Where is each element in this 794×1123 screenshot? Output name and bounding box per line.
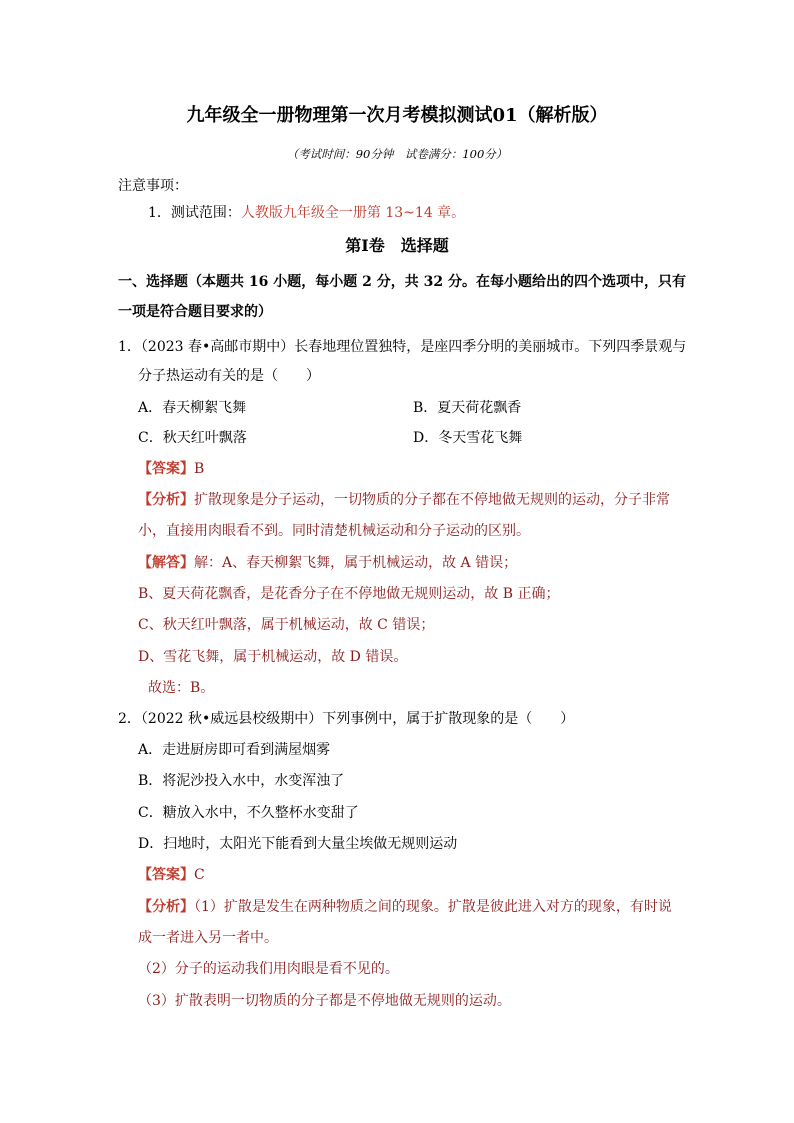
q2-option-c: C．糖放入水中，不久整杯水变甜了	[138, 805, 359, 821]
q2-analysis-text-1: （1）扩散是发生在两种物质之间的现象。扩散是彼此进入对方的现象，有时说	[194, 899, 672, 915]
q1-option-d: D．冬天雪花飞舞	[413, 430, 523, 446]
section-instruction-line-2: 一项是符合题目要求的）	[118, 304, 272, 320]
q2-answer-value: C	[194, 867, 205, 883]
q2-analysis-line-4: （3）扩散表明一切物质的分子都是不停地做无规则的运动。	[138, 993, 511, 1009]
q2-stem: 2．（2022 秋•威远县校级期中）下列事例中，属于扩散现象的是（ ）	[118, 711, 575, 727]
notice-heading: 注意事项：	[118, 178, 188, 194]
q1-analysis-line-2: 小，直接用肉眼看不到。同时清楚机械运动和分子运动的区别。	[138, 523, 530, 539]
q2-analysis-line-2: 成一者进入另一者中。	[138, 930, 278, 946]
document-title: 九年级全一册物理第一次月考模拟测试01（解析版）	[186, 105, 608, 126]
q1-answer-value: B	[194, 461, 205, 477]
q1-analysis-tag: 【分析】	[138, 492, 194, 508]
q1-stem-line-2: 分子热运动有关的是（ ）	[138, 368, 320, 384]
q2-answer-tag: 【答案】	[138, 867, 194, 883]
q1-stem-line-1: 1．（2023 春•高邮市期中）长春地理位置独特，是座四季分明的美丽城市。下列四季景观与	[118, 339, 687, 355]
q1-answer-tag: 【答案】	[138, 461, 194, 477]
section-title: 第Ⅰ卷 选择题	[345, 236, 449, 255]
notice-item-1-prefix: 1．测试范围：	[148, 205, 241, 221]
section-instruction-line-1: 一、选择题（本题共 16 小题，每小题 2 分，共 32 分。在每小题给出的四个选项中，只有	[118, 274, 686, 290]
q1-analysis-line-1	[138, 490, 670, 510]
q1-option-c: C．秋天红叶飘落	[138, 430, 247, 446]
q2-analysis-tag: 【分析】	[138, 899, 194, 915]
q1-solution-text-1: 解：A、春天柳絮飞舞，属于机械运动，故 A 错误；	[194, 555, 518, 571]
exam-info: （考试时间：90分钟 试卷满分：100分）	[286, 147, 508, 161]
q2-answer	[138, 865, 205, 885]
q1-conclusion: 故选：B。	[148, 680, 215, 696]
q1-solution-line-2: B、夏天荷花飘香，是花香分子在不停地做无规则运动，故 B 正确；	[138, 586, 560, 602]
q2-analysis-line-3: （2）分子的运动我们用肉眼是看不见的。	[138, 961, 399, 977]
q1-option-b: B．夏天荷花飘香	[413, 400, 522, 416]
q2-option-d: D．扫地时，太阳光下能看到大量尘埃做无规则运动	[138, 836, 458, 852]
q1-solution-tag: 【解答】	[138, 555, 194, 571]
q1-analysis-text-1: 扩散现象是分子运动，一切物质的分子都在不停地做无规则的运动，分子非常	[194, 492, 670, 508]
q2-option-b: B．将泥沙投入水中，水变浑浊了	[138, 773, 345, 789]
q1-answer	[138, 459, 204, 479]
notice-item-1	[148, 203, 465, 223]
q2-option-a: A．走进厨房即可看到满屋烟雾	[138, 742, 331, 758]
q1-solution-line-3: C、秋天红叶飘落，属于机械运动，故 C 错误；	[138, 617, 435, 633]
q2-analysis-line-1	[138, 897, 672, 917]
q1-option-a: A．春天柳絮飞舞	[138, 400, 247, 416]
q1-solution-line-4: D、雪花飞舞，属于机械运动，故 D 错误。	[138, 649, 408, 665]
notice-item-1-content: 人教版九年级全一册第 13~14 章。	[240, 205, 466, 221]
q1-solution-line-1	[138, 553, 517, 573]
